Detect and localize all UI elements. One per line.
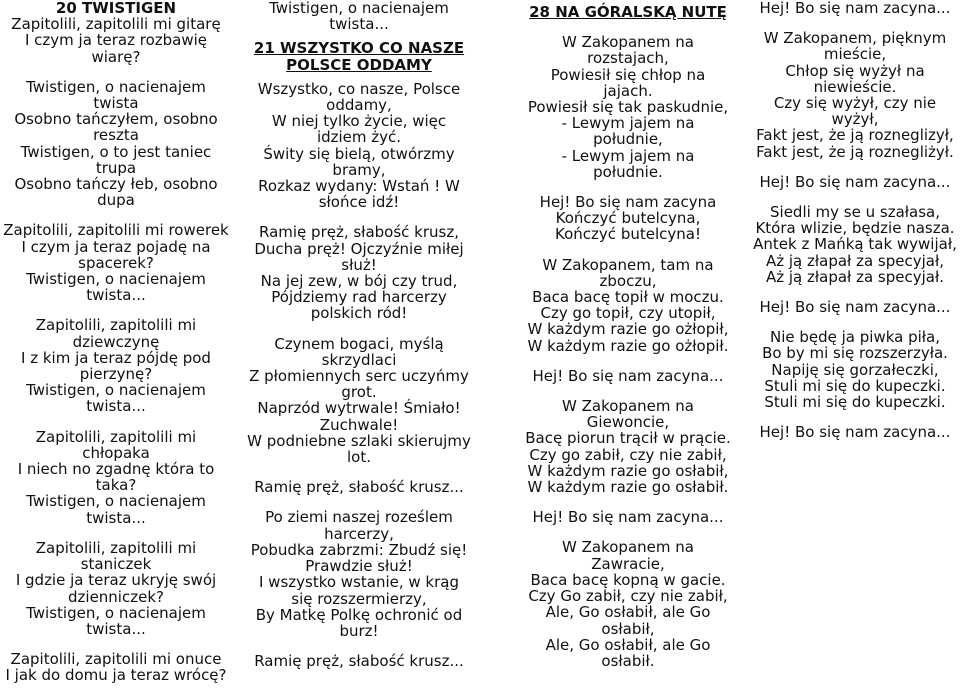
- stanza-gap: [750, 16, 960, 30]
- lyric-line: burz!: [339, 621, 379, 640]
- lyric-line: Prawdzie służ!: [305, 557, 413, 576]
- lyric-line: I niech no zgadnę która to: [17, 460, 215, 479]
- lyric-line: Baca bacę topił w moczu.: [532, 288, 724, 307]
- lyric-line: polskich ród!: [310, 304, 408, 323]
- stanza-gap: [240, 210, 478, 224]
- lyric-line: twista...: [86, 397, 146, 416]
- lyrics-col3: [514, 20, 742, 669]
- lyric-line: Aż ją złapał za specyjał.: [765, 267, 944, 286]
- lyric-line: południe,: [593, 130, 663, 149]
- lyric-line: Pobudka zabrzmi: Zbudź się!: [250, 540, 468, 559]
- lyric-line: twista...: [329, 15, 389, 34]
- lyric-line: Fakt jest, że ją rozneglizył,: [756, 126, 954, 145]
- lyric-line: Zapitolili, zapitolili mi onuce: [10, 650, 222, 669]
- lyric-line: Po ziemi naszej roześlem: [265, 508, 453, 527]
- lyric-line: niewieście.: [813, 77, 897, 96]
- lyric-line: Hej! Bo się nam zacyna...: [759, 172, 951, 191]
- lyric-line: Na jej zew, w bój czy trud,: [260, 272, 458, 291]
- lyric-line: Pójdziemy rad harcerzy: [271, 288, 447, 307]
- column-1-song-twistigen: [0, 0, 232, 684]
- lyrics-col2-top: [240, 0, 478, 32]
- lyric-line: Fakt jest, że ją roznegliżył.: [756, 142, 954, 161]
- lyric-line: Kończyć butelcyna,: [555, 209, 701, 228]
- song-title-goralska: 28 NA GÓRALSKĄ NUTĘ: [529, 3, 727, 21]
- lyric-line: Twistigen, o nacienajem: [26, 381, 206, 400]
- lyric-line: I wszystko wstanie, w krąg: [258, 573, 460, 592]
- lyric-line: W każdym razie go osłabił.: [527, 478, 729, 497]
- stanza-gap: [750, 160, 960, 174]
- lyric-line: Która wlizie, będzie nasza.: [755, 219, 955, 238]
- lyric-line: Ale, Go osłabił, ale Go: [545, 603, 711, 622]
- lyrics-col2: [240, 81, 478, 670]
- lyric-line: Wszystko, co nasze, Polsce: [257, 79, 461, 98]
- lyric-line: Powiesił się tak paskudnie,: [527, 98, 729, 117]
- lyric-line: skrzydlaci: [321, 350, 397, 369]
- stanza-gap: [240, 495, 478, 509]
- lyric-line: - Lewym jajem na: [561, 146, 695, 165]
- lyric-line: I gdzie ja teraz ukryję swój: [15, 571, 217, 590]
- lyric-line: staniczek: [80, 555, 152, 574]
- lyric-line: W Zakopanem na: [562, 538, 694, 557]
- lyric-line: I czym ja teraz rozbawię: [24, 31, 208, 50]
- lyric-line: Zapitolili, zapitolili mi rowerek: [3, 221, 229, 240]
- lyric-line: Czy go zabił, czy nie zabił,: [529, 445, 727, 464]
- lyric-line: Chłop się wyżył na: [785, 61, 925, 80]
- stanza-gap: [0, 65, 232, 79]
- lyric-line: Twistigen, o nacienajem: [26, 492, 206, 511]
- lyric-line: Powiesił się chłop na: [550, 65, 706, 84]
- lyric-line: Ducha pręż! Ojczyźnie miłej: [254, 239, 464, 258]
- lyric-line: pierzynę?: [79, 365, 153, 384]
- lyric-line: Twistigen, o to jest taniec: [20, 142, 212, 161]
- lyric-line: wiarę?: [91, 47, 141, 66]
- lyric-line: W niej tylko życie, więc: [271, 112, 447, 131]
- lyric-line: twista...: [86, 286, 146, 305]
- lyric-line: W podniebne szlaki skierujmy: [247, 431, 471, 450]
- lyric-line: twista: [93, 94, 139, 113]
- lyric-line: Antek z Mańką tak wywijał,: [753, 235, 957, 254]
- lyric-line: Z płomiennych serc uczyńmy: [249, 367, 469, 386]
- lyric-line: W każdym razie go ożłopił.: [527, 336, 729, 355]
- lyric-line: rozstajach,: [587, 49, 669, 68]
- stanza-gap: [750, 285, 960, 299]
- stanza-gap: [514, 20, 742, 34]
- lyric-line: I jak do domu ja teraz wrócę?: [5, 666, 227, 685]
- lyric-line: Hej! Bo się nam zacyna...: [759, 298, 951, 317]
- lyric-line: mieście,: [823, 45, 887, 64]
- stanza-gap: [750, 190, 960, 204]
- lyric-line: zboczu,: [599, 271, 657, 290]
- lyric-line: reszta: [93, 126, 139, 145]
- stanza-gap: [0, 208, 232, 222]
- lyric-line: W Zakopanem, pięknym: [763, 29, 947, 48]
- lyric-line: spacerek?: [78, 253, 154, 272]
- lyric-line: służ!: [341, 255, 377, 274]
- stanza-gap: [240, 322, 478, 336]
- stanza-gap: [0, 526, 232, 540]
- lyric-line: trupa: [95, 158, 137, 177]
- lyric-line: południe.: [593, 162, 663, 181]
- stanza-gap: [514, 243, 742, 257]
- lyric-line: lot.: [347, 448, 371, 467]
- lyric-line: Zapitolili, zapitolili mi gitarę: [11, 15, 221, 34]
- stanza-gap: [240, 465, 478, 479]
- stanza-gap: [240, 639, 478, 653]
- lyric-line: osłabił,: [601, 619, 655, 638]
- lyric-line: I czym ja teraz pojadę na: [21, 237, 211, 256]
- lyric-line: Twistigen, o nacienajem: [269, 0, 449, 17]
- stanza-gap: [750, 315, 960, 329]
- lyric-line: Zawracie,: [591, 554, 665, 573]
- lyric-line: - Lewym jajem na: [561, 114, 695, 133]
- lyrics-col4: [750, 0, 960, 440]
- lyric-line: wyżył,: [831, 110, 879, 129]
- lyrics-col1: [0, 16, 232, 683]
- column-3-song-goralska: [514, 4, 742, 669]
- lyric-line: Ramię pręż, słabość krusz,: [258, 223, 459, 242]
- column-2-song-wszystko: [240, 0, 478, 669]
- lyric-line: Hej! Bo się nam zacyna...: [759, 423, 951, 442]
- lyric-line: oddamy,: [326, 96, 392, 115]
- lyric-line: taka?: [95, 476, 137, 495]
- lyric-line: Siedli my se u szałasa,: [770, 203, 940, 222]
- lyric-line: Hej! Bo się nam zacyna...: [532, 366, 724, 385]
- lyric-line: Osobno tańczy łeb, osobno: [14, 175, 218, 194]
- lyric-line: jajach.: [603, 81, 653, 100]
- lyric-line: twista...: [86, 508, 146, 527]
- stanza-gap: [514, 525, 742, 539]
- lyric-line: twista...: [86, 619, 146, 638]
- lyric-line: Twistigen, o nacienajem: [26, 77, 206, 96]
- stanza-gap: [0, 303, 232, 317]
- lyric-line: Czynem bogaci, myślą: [274, 334, 444, 353]
- lyric-line: Zapitolili, zapitolili mi: [35, 427, 197, 446]
- lyric-line: Giewoncie,: [586, 413, 670, 432]
- lyric-line: harcerzy,: [324, 524, 394, 543]
- lyric-line: W każdym razie go ożłopił,: [527, 320, 729, 339]
- lyric-line: Świty się bielą, otwórzmy: [263, 144, 455, 163]
- stanza-gap: [514, 384, 742, 398]
- lyric-line: W Zakopanem na: [562, 397, 694, 416]
- lyric-line: Ale, Go osłabił, ale Go: [545, 635, 711, 654]
- stanza-gap: [514, 180, 742, 194]
- stanza-gap: [750, 410, 960, 424]
- lyric-line: osłabił.: [601, 651, 655, 670]
- lyric-line: Hej! Bo się nam zacyna...: [532, 508, 724, 527]
- lyric-line: By Matkę Polkę ochronić od: [255, 605, 463, 624]
- stanza-gap: [0, 637, 232, 651]
- stanza-gap: [514, 354, 742, 368]
- lyric-line: W Zakopanem, tam na: [542, 255, 714, 274]
- lyric-line: chłopaka: [82, 443, 150, 462]
- song-title-wszystko-line1: 21 WSZYSTKO CO NASZE: [253, 39, 465, 58]
- song-title-wszystko-line2: POLSCE ODDAMY: [286, 55, 432, 74]
- lyric-line: Czy go topił, czy utopił,: [540, 304, 716, 323]
- lyric-line: Hej! Bo się nam zacyna...: [759, 0, 951, 17]
- lyric-line: Aż ją złapał za specyjał,: [765, 251, 944, 270]
- lyric-line: Twistigen, o nacienajem: [26, 270, 206, 289]
- lyric-line: się rozszermierzy,: [291, 589, 427, 608]
- lyric-line: Bo by mi się rozszerzyła.: [762, 344, 948, 363]
- lyric-line: Ramię pręż, słabość krusz...: [254, 478, 464, 497]
- lyric-line: dupa: [97, 191, 135, 210]
- lyric-line: Czy Go zabił, czy nie zabił,: [528, 587, 728, 606]
- lyric-line: Zuchwale!: [319, 415, 399, 434]
- lyric-line: Kończyć butelcyna!: [555, 225, 701, 244]
- lyric-line: I z kim ja teraz pójdę pod: [21, 348, 211, 367]
- lyric-line: Stuli mi się do kupeczki.: [764, 393, 946, 412]
- lyric-line: Hej! Bo się nam zacyna: [539, 193, 717, 212]
- lyric-line: Baca bacę kopną w gacie.: [530, 570, 726, 589]
- lyric-line: Ramię pręż, słabość krusz...: [254, 652, 464, 671]
- lyric-line: Zapitolili, zapitolili mi: [35, 316, 197, 335]
- lyric-line: Naprzód wytrwale! Śmiało!: [257, 399, 461, 418]
- lyric-line: Zapitolili, zapitolili mi: [35, 538, 197, 557]
- lyric-line: dzienniczek?: [68, 587, 164, 606]
- song-title-twistigen: 20 TWISTIGEN: [55, 0, 177, 17]
- lyric-line: Twistigen, o nacienajem: [26, 603, 206, 622]
- stanza-gap: [0, 415, 232, 429]
- stanza-gap: [514, 495, 742, 509]
- lyric-line: grot.: [341, 383, 377, 402]
- lyric-line: Rozkaz wydany: Wstań ! W: [258, 177, 460, 196]
- lyric-line: Bacę piorun trącił w prącie.: [525, 429, 731, 448]
- lyric-line: W każdym razie go osłabił,: [527, 461, 729, 480]
- column-4-song-goralska-cont: [750, 0, 960, 440]
- lyric-line: Osobno tańczyłem, osobno: [14, 110, 218, 129]
- lyric-line: W Zakopanem na: [562, 33, 694, 52]
- lyric-line: dziewczynę: [72, 332, 160, 351]
- lyric-line: idziem żyć.: [316, 128, 402, 147]
- lyric-line: bramy,: [332, 160, 386, 179]
- lyric-line: Czy się wyżył, czy nie: [773, 94, 937, 113]
- lyric-line: Nie będę ja piwka piła,: [769, 328, 941, 347]
- lyric-line: Napiję się gorzałeczki,: [771, 360, 939, 379]
- lyric-line: słońce idź!: [318, 193, 400, 212]
- lyric-line: Stuli mi się do kupeczki.: [764, 376, 946, 395]
